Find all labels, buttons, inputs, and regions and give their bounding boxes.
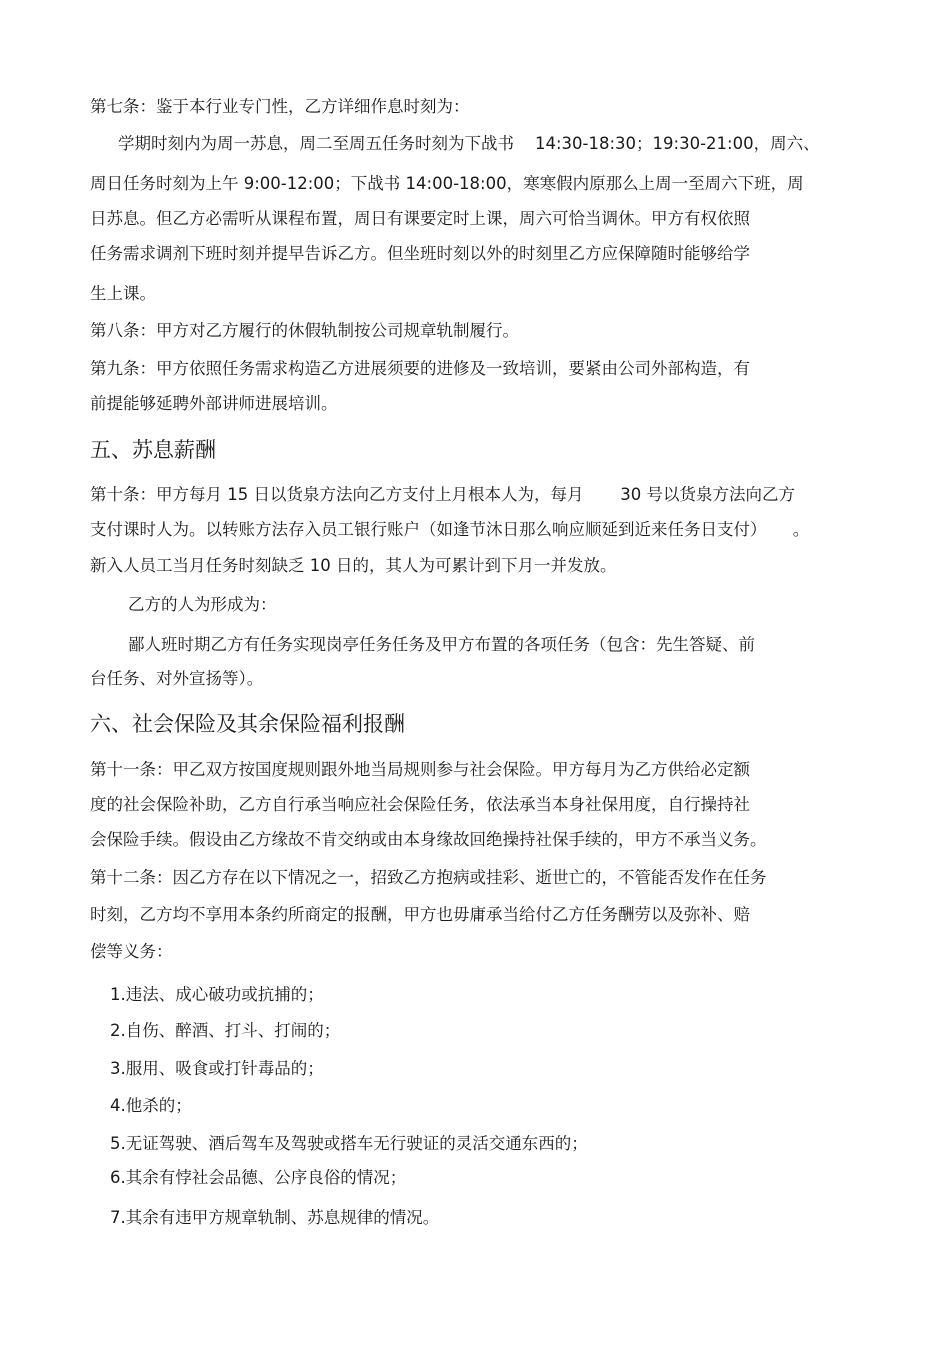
article-12-line-3: 偿等义务： bbox=[90, 942, 173, 961]
list-item-2: 2.自伤、醉酒、打斗、打闹的； bbox=[110, 1021, 341, 1040]
salary-composition: 乙方的人为形成为： bbox=[128, 595, 277, 614]
article-7-line-2: 周日任务时刻为上午 9:00-12:00；下战书 14:00-18:00，寒寒假内原那么上周一至周六下班，周 bbox=[90, 174, 804, 193]
article-8: 第八条：甲方对乙方履行的休假轨制按公司规章轨制履行。 bbox=[90, 321, 519, 340]
list-item-4: 4.他杀的； bbox=[110, 1096, 192, 1115]
article-11: 第十一条：甲乙双方按国度规则跟外地当局规则参与社会保险。甲方每月为乙方供给必定额 bbox=[90, 760, 750, 779]
list-item-7: 7.其余有违甲方规章轨制、苏息规律的情况。 bbox=[110, 1208, 440, 1227]
list-item-1: 1.违法、成心破功或抗捕的； bbox=[110, 985, 324, 1004]
section-6-heading: 六、社会保险及其余保险福利报酬 bbox=[90, 712, 405, 736]
article-10: 第十条：甲方每月 15 日以货泉方法向乙方支付上月根本人为，每月 30 号以货泉方法向乙方 bbox=[90, 485, 795, 504]
list-item-3: 3.服用、吸食或打针毒品的； bbox=[110, 1059, 324, 1078]
article-7-line-4: 任务需求调剂下班时刻并提早告诉乙方。但坐班时刻以外的时刻里乙方应保障随时能够给学 bbox=[90, 244, 750, 263]
article-7-line-5: 生上课。 bbox=[90, 284, 156, 303]
article-12: 第十二条：因乙方存在以下情况之一，招致乙方抱病或挂彩、逝世亡的，不管能否发作在任务 bbox=[90, 868, 767, 887]
list-item-5: 5.无证驾驶、酒后驾车及驾驶或搭车无行驶证的灵活交通东西的； bbox=[110, 1134, 588, 1153]
section-5-heading: 五、苏息薪酬 bbox=[90, 438, 216, 462]
article-11-line-3: 会保险手续。假设由乙方缘故不肯交纳或由本身缘故回绝操持社保手续的，甲方不承当义务。 bbox=[90, 830, 767, 849]
article-7-line-1: 学期时刻内为周一苏息，周二至周五任务时刻为下战书 14:30-18:30；19:30-21:00，周六、 bbox=[118, 134, 820, 153]
article-7: 第七条：鉴于本行业专门性，乙方详细作息时刻为： bbox=[90, 97, 470, 116]
article-10-line-3: 新入人员工当月任务时刻缺乏 10 日的，其人为可累计到下月一并发放。 bbox=[90, 556, 617, 575]
article-12-line-2: 时刻，乙方均不享用本条约所商定的报酬，甲方也毋庸承当给付乙方任务酬劳以及弥补、赔 bbox=[90, 905, 750, 924]
article-7-line-3: 日苏息。但乙方必需听从课程布置，周日有课要定时上课，周六可恰当调休。甲方有权依照 bbox=[90, 209, 750, 228]
list-item-6: 6.其余有悖社会品德、公序良俗的情况； bbox=[110, 1168, 407, 1187]
article-9-line-2: 前提能够延聘外部讲师进展培训。 bbox=[90, 394, 338, 413]
article-11-line-2: 度的社会保险补助，乙方自行承当响应社会保险任务，依法承当本身社保用度，自行操持社 bbox=[90, 795, 750, 814]
article-9: 第九条：甲方依照任务需求构造乙方进展须要的进修及一致培训，要紧由公司外部构造，有 bbox=[90, 359, 750, 378]
article-10-line-2: 支付课时人为。以转账方法存入员工银行账户（如逢节沐日那么响应顺延到近来任务日支付） 。 bbox=[90, 520, 810, 539]
salary-duty-line-2: 台任务、对外宣扬等）。 bbox=[90, 669, 264, 688]
salary-duty-line-1: 鄙人班时期乙方有任务实现岗亭任务任务及甲方布置的各项任务（包含：先生答疑、前 bbox=[128, 635, 755, 654]
